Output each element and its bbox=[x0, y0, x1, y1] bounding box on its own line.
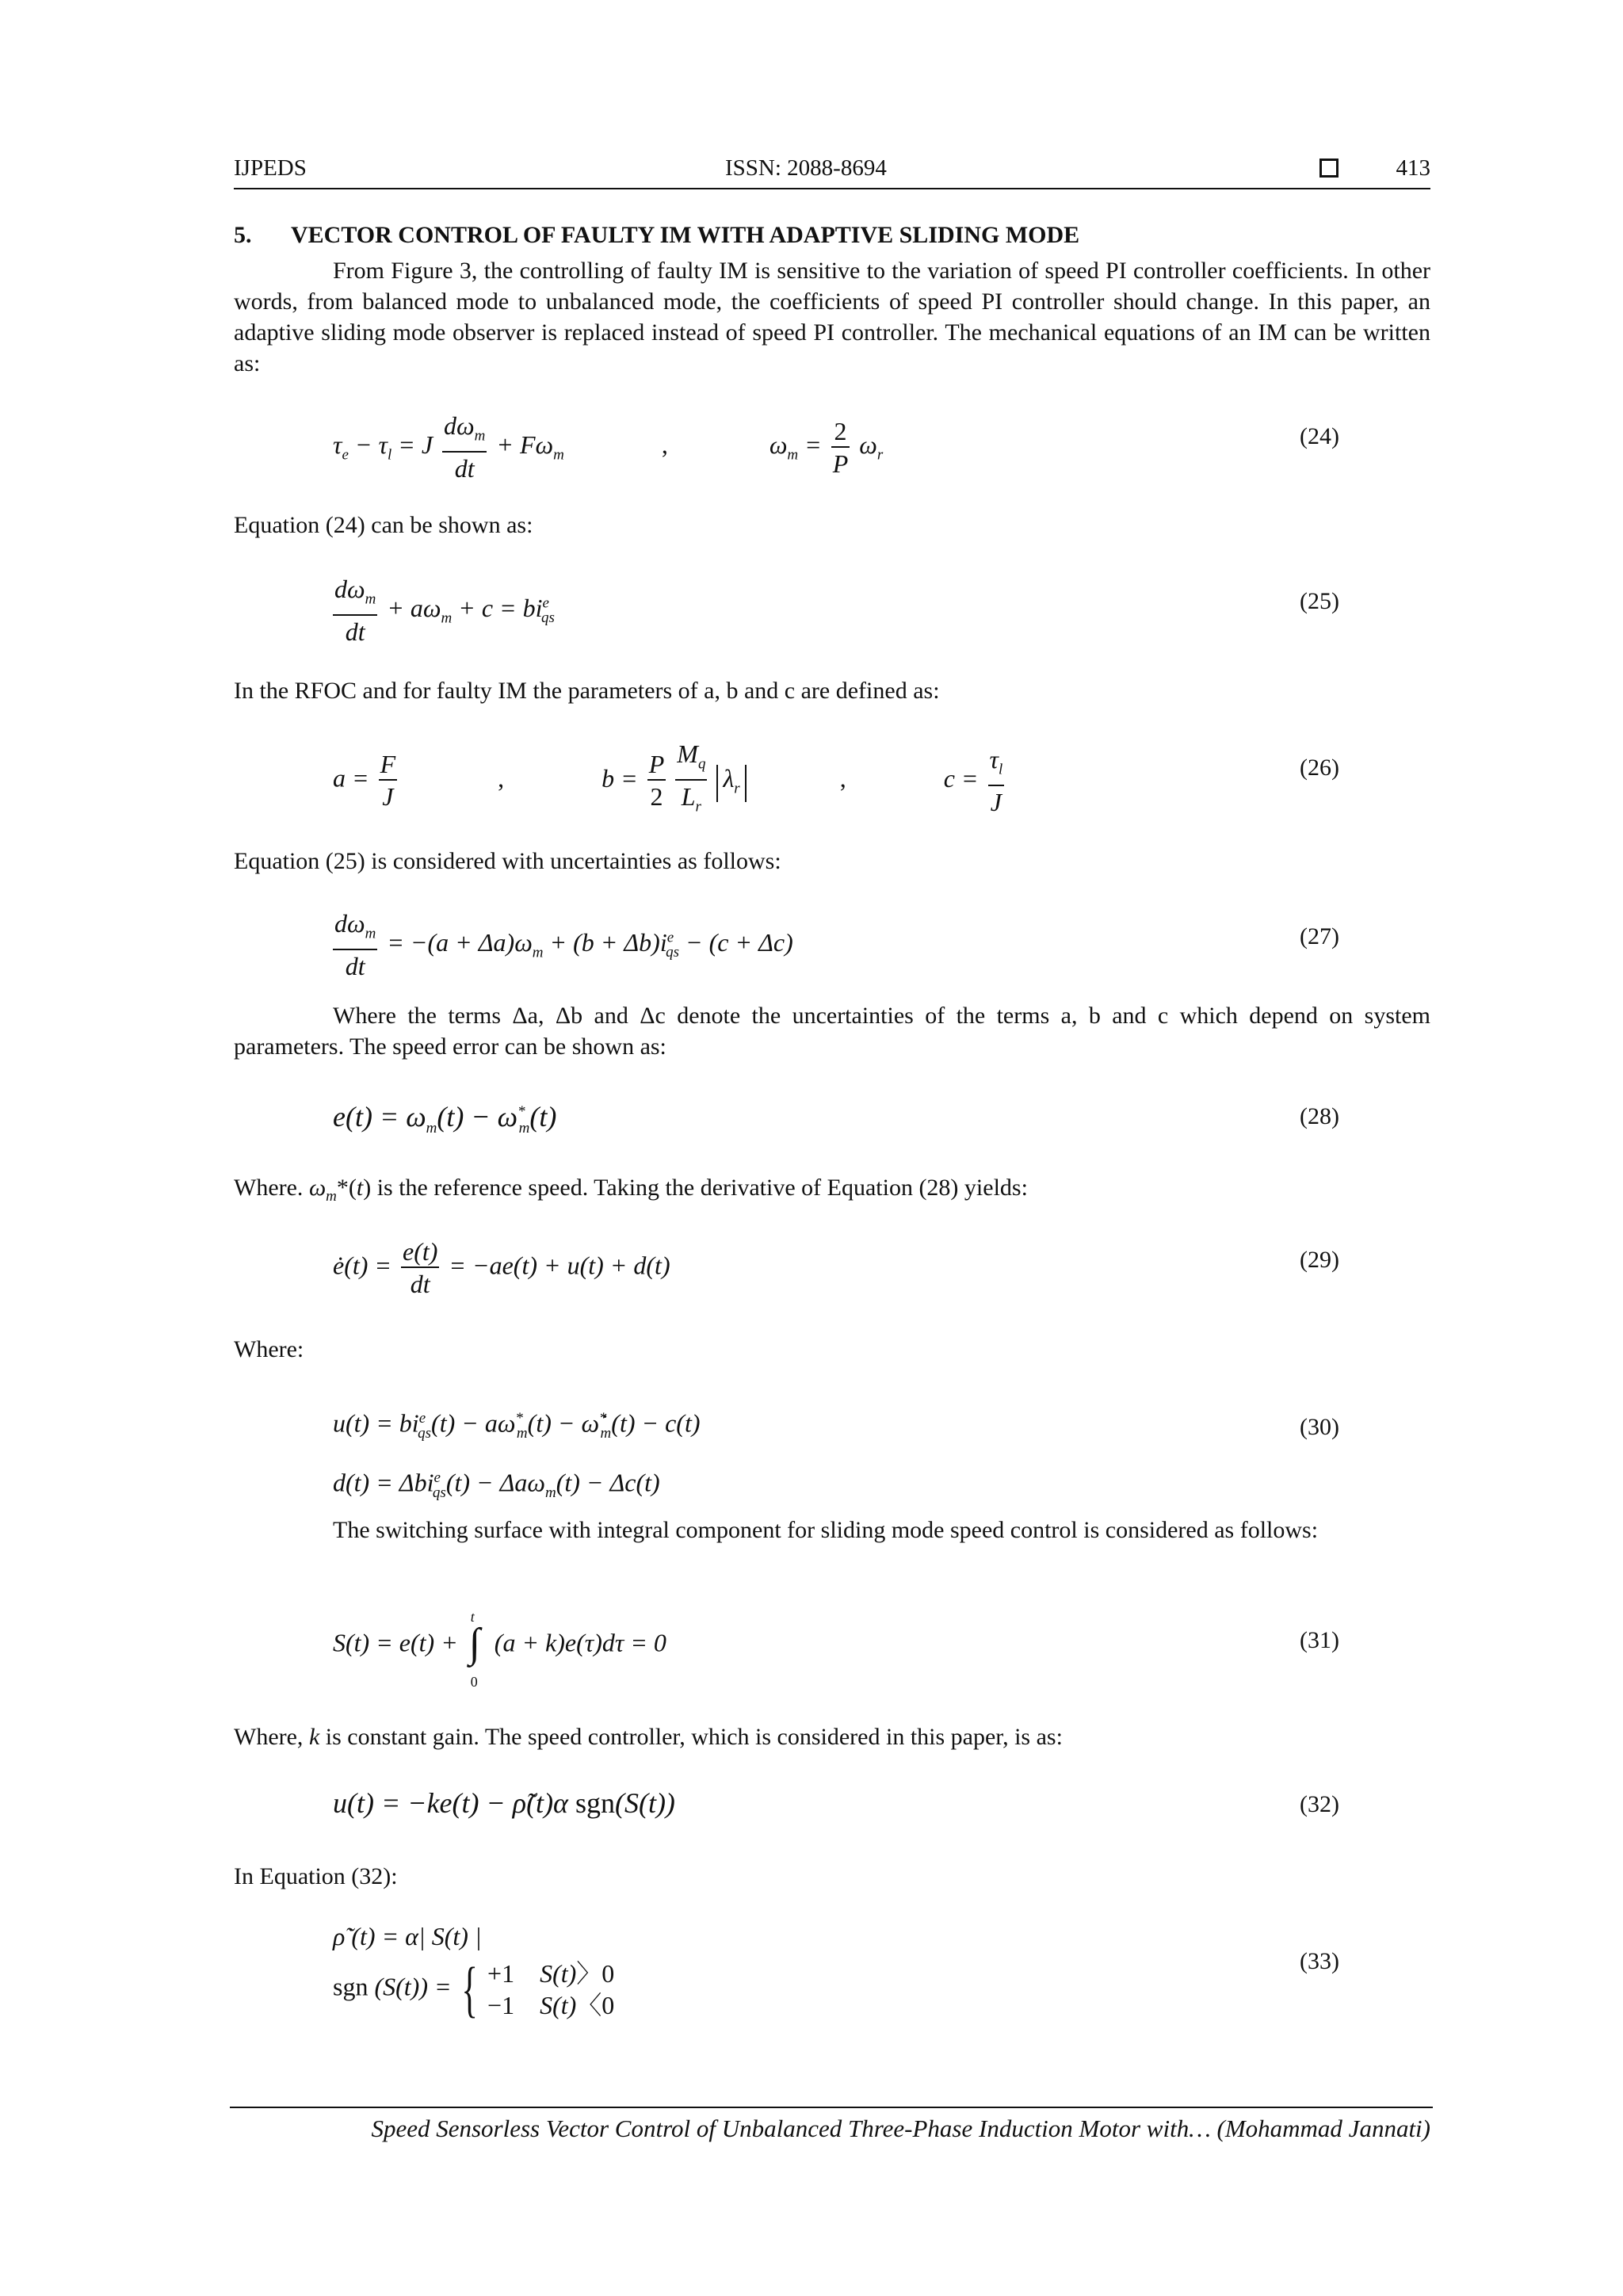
section-title: VECTOR CONTROL OF FAULTY IM WITH ADAPTIVE SLIDING MODE bbox=[291, 222, 1080, 248]
paragraph-5: Where the terms Δa, Δb and Δc denote the uncertainties of the terms a, b and c which depend on system parameters. The speed error can be shown as: bbox=[234, 1003, 1430, 1060]
equation-number-26: (26) bbox=[1300, 755, 1339, 781]
journal-name: IJPEDS bbox=[234, 155, 307, 181]
paragraph-6-subscript: m bbox=[326, 1188, 337, 1205]
equation-number-31: (31) bbox=[1300, 1627, 1339, 1653]
page-number: 413 bbox=[1396, 155, 1430, 181]
equation-24: $\tau_e - \tau_l = J$ $\frac{d\omega_m}{dt}$ + $F\omega_m$ , $\omega_m$ = $\frac{2}{P}$ $\omega_r$ bbox=[333, 411, 884, 483]
equation-30-line-1: $u(t) = bi^e_{qs}(t) - a\omega^*_m(t)$ − $\omegȧ^*_m(t) - c(t)$ bbox=[333, 1408, 701, 1442]
equation-26: a = $\frac{F}{J}$ , b = $\frac{P}{2}$ $\frac{M_q}{L_r}$ $\lambda_r$ , c = $\frac{\tau_l}{J}$ bbox=[333, 739, 1003, 817]
paragraph-1: From Figure 3, the controlling of faulty IM is sensitive to the variation of speed PI controller coefficients. In other words, from balanced mode to unbalanced mode, the coefficients of speed PI controller should change. In this paper, an adaptive sliding mode observer is replaced instead of speed PI controller. The mechanical equations of an IM can be written as: bbox=[234, 258, 1430, 376]
paragraph-9-k: k bbox=[308, 1724, 320, 1750]
equation-27: $\frac{d\omega_m}{dt}$ = $-(a + \Delta a)\omega_m + (b + \Delta b)i^e_{qs} - (c + \Delta c)$ bbox=[334, 909, 793, 981]
equation-33-line-1: ρ̃̇ (t) = α| S(t) | bbox=[333, 1922, 482, 1950]
section-number: 5. bbox=[234, 222, 252, 248]
equation-number-30: (30) bbox=[1300, 1414, 1339, 1440]
paragraph-3: In the RFOC and for faulty IM the parameters of a, b and c are defined as: bbox=[234, 678, 940, 704]
equation-number-29: (29) bbox=[1300, 1247, 1339, 1273]
equation-number-27: (27) bbox=[1300, 923, 1339, 949]
paragraph-8: The switching surface with integral component for sliding mode speed control is considered as follows: bbox=[333, 1517, 1319, 1543]
running-header bbox=[234, 155, 1430, 189]
paragraph-6-text-b: ) is the reference speed. Taking the derivative of Equation (28) yields: bbox=[363, 1175, 1028, 1201]
equation-number-28: (28) bbox=[1300, 1103, 1339, 1129]
equation-28: $e(t) = \omega_m(t) - \omega^*_m(t)$ bbox=[333, 1101, 557, 1137]
paragraph-4: Equation (25) is considered with uncertainties as follows: bbox=[234, 848, 781, 874]
footer-rule bbox=[230, 2107, 1433, 2108]
header-rule bbox=[234, 188, 1430, 189]
paragraph-2: Equation (24) can be shown as: bbox=[234, 512, 533, 538]
paragraph-9 bbox=[234, 1721, 1430, 1752]
equation-32: u(t) = −ke(t) − ρ̃(t)α sgn(S(t)) bbox=[333, 1787, 675, 1819]
equation-number-24: (24) bbox=[1300, 423, 1339, 449]
paragraph-9-text-a: Where, bbox=[234, 1724, 309, 1750]
equation-33-line-2: sgn (S(t)) = { +1 S(t)〉0 −1 S(t)〈0 bbox=[333, 1954, 615, 2023]
equation-number-33: (33) bbox=[1300, 1948, 1339, 1974]
equation-33 bbox=[333, 1922, 614, 2021]
paragraph-6-t: t bbox=[356, 1175, 364, 1201]
paragraph-7: Where: bbox=[234, 1336, 304, 1362]
paragraph-6 bbox=[234, 1172, 1430, 1212]
paragraph-6-text-a: Where. bbox=[234, 1175, 309, 1201]
issn: ISSN: 2088-8694 bbox=[725, 155, 887, 181]
square-bullet-icon bbox=[1319, 159, 1338, 178]
paragraph-6-star: *( bbox=[336, 1175, 357, 1201]
paragraph-9-text-b: is constant gain. The speed controller, which is considered in this paper, is as: bbox=[319, 1724, 1063, 1750]
equation-31: S(t) = e(t) + t ∫ 0 (a + k)e(τ)dτ = 0 bbox=[333, 1609, 666, 1690]
paragraph-10: In Equation (32): bbox=[234, 1863, 398, 1889]
equation-29: ė(t) = $\frac{e(t)}{dt}$ = −ae(t) + u(t) + d(t) bbox=[333, 1237, 670, 1298]
equation-25: $\frac{d\omega_m}{dt}$ + $a\omega_m + c = bi^e_{qs}$ bbox=[334, 575, 555, 647]
section-heading bbox=[234, 222, 1079, 249]
equation-number-25: (25) bbox=[1300, 588, 1339, 614]
equation-30 bbox=[333, 1396, 700, 1515]
paragraph-6-omega: ω bbox=[308, 1175, 327, 1201]
equation-30-line-2: d(t) = Δbi$^e_{qs}$(t) − Δaω$_m$(t) − Δc(t) bbox=[333, 1468, 660, 1502]
equation-number-32: (32) bbox=[1300, 1791, 1339, 1817]
running-footer: Speed Sensorless Vector Control of Unbalanced Three-Phase Induction Motor with… (Mohammad Jannati) bbox=[371, 2115, 1430, 2142]
